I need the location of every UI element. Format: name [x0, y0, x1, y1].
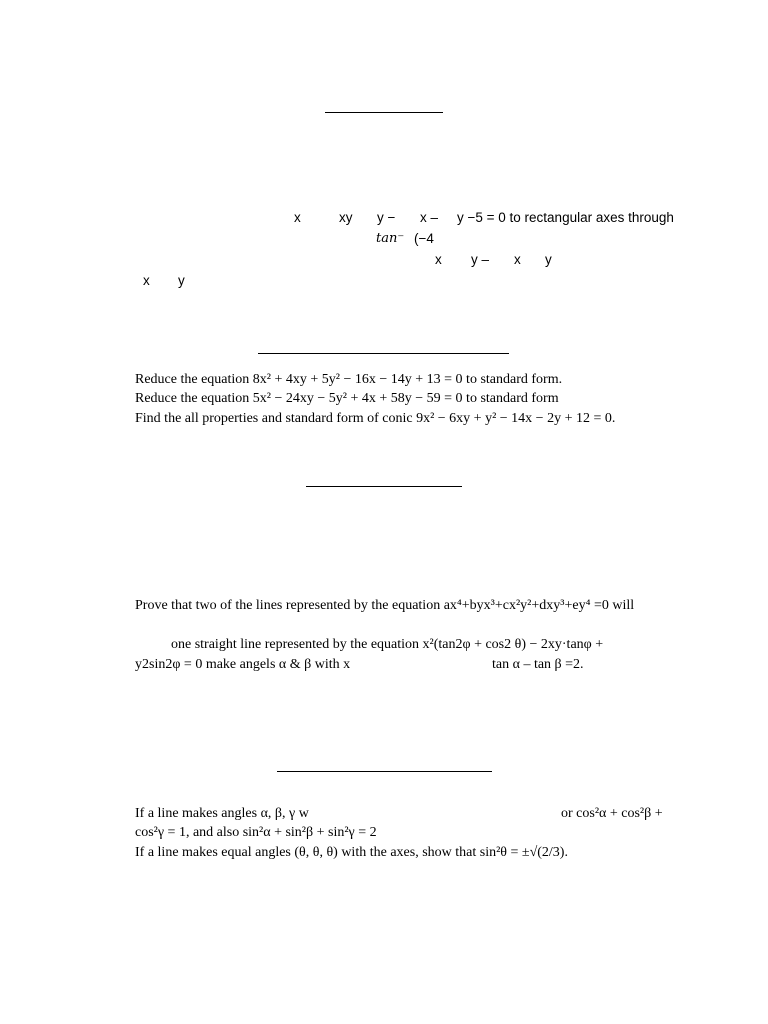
tan-inverse-fragment: tan⁻ [376, 231, 405, 246]
eq-fragment: x [435, 252, 442, 267]
question-straight-line-part2: y2sin2φ = 0 make angels α & β with x [135, 657, 351, 672]
eq-fragment: x [514, 252, 521, 267]
eq-fragment: x [294, 210, 301, 225]
question-straight-line-part1: one straight line represented by the equation x²(tan2φ + cos2 θ) − 2xy·tanφ + [171, 637, 604, 652]
question-angles-part2: or cos²α + cos²β + [561, 806, 663, 821]
question-angles-part3: cos²γ = 1, and also sin²α + sin²β + sin²γ = 2 [135, 825, 377, 840]
eq-fragment: x [143, 273, 150, 288]
section3-heading-underline [306, 486, 462, 487]
question-equal-angles: If a line makes equal angles (θ, θ, θ) with the axes, show that sin²θ = ±√(2/3). [135, 845, 568, 860]
question-reduce-2: Reduce the equation 5x² − 24xy − 5y² + 4x + 58y − 59 = 0 to standard form [135, 391, 559, 406]
eq-fragment: (−4 [414, 231, 434, 246]
title-underline [325, 112, 443, 113]
question-angles-part1: If a line makes angles α, β, γ w [135, 806, 309, 821]
question-prove-lines: Prove that two of the lines represented by the equation ax⁴+byx³+cx²y²+dxy³+ey⁴ =0 will [135, 598, 635, 613]
eq-fragment: y [545, 252, 552, 267]
question-straight-line-part3: tan α – tan β =2. [492, 657, 584, 672]
eq-fragment: y − [377, 210, 396, 225]
eq-fragment: y – [471, 252, 490, 267]
section2-heading-underline [258, 353, 509, 354]
question-reduce-1: Reduce the equation 8x² + 4xy + 5y² − 16x − 14y + 13 = 0 to standard form. [135, 372, 563, 387]
question-conic-properties: Find the all properties and standard form of conic 9x² − 6xy + y² − 14x − 2y + 12 = 0. [135, 411, 616, 426]
eq-fragment: xy [339, 210, 353, 225]
eq-fragment: y −5 = 0 to rectangular axes through [457, 210, 674, 225]
eq-fragment: x – [420, 210, 439, 225]
eq-fragment: y [178, 273, 185, 288]
section4-heading-underline [277, 771, 492, 772]
